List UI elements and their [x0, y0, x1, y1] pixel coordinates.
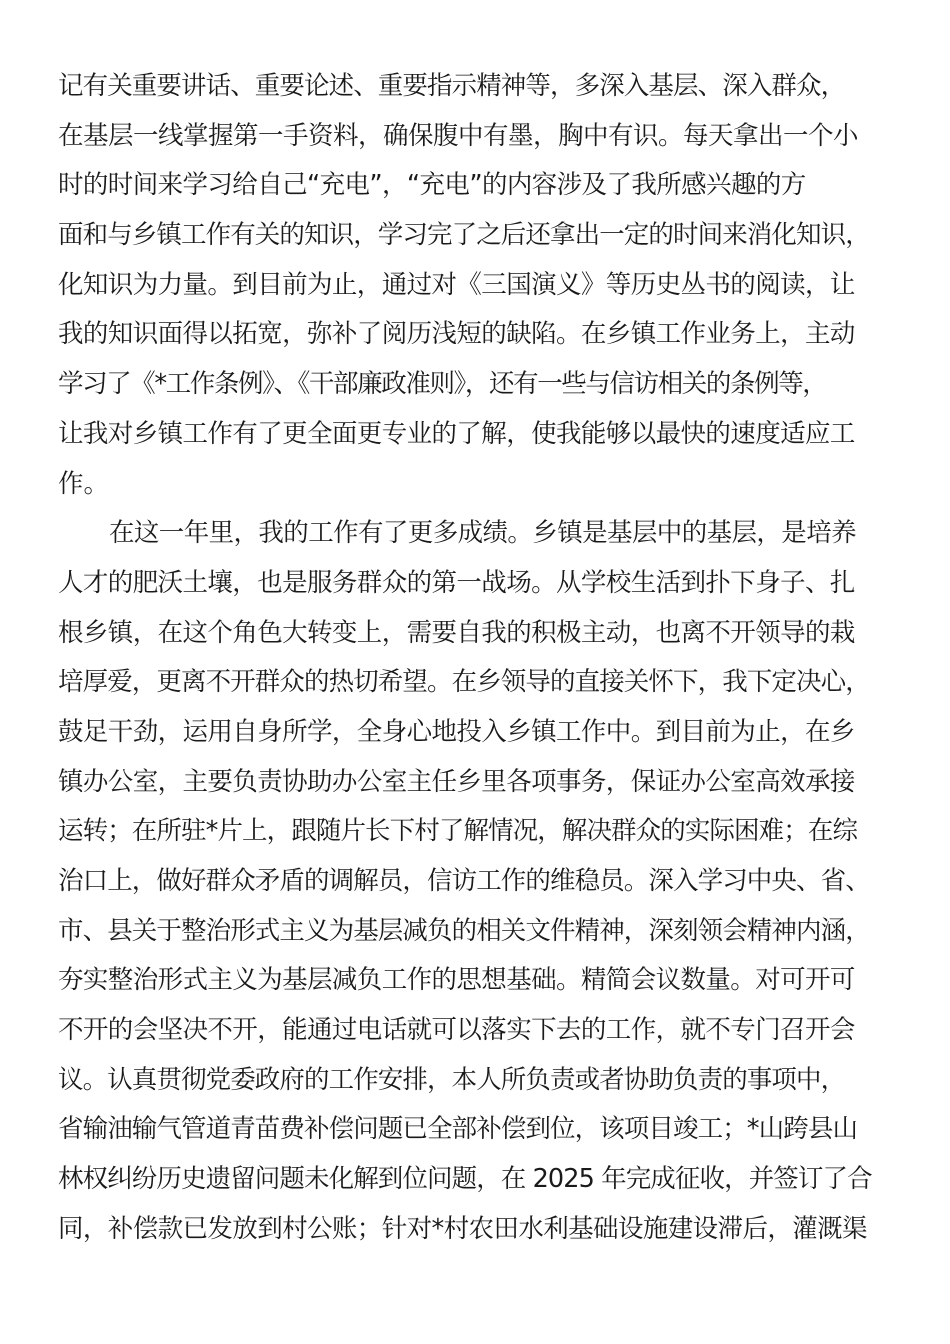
- text-line: 在基层一线掌握第一手资料，确保腹中有墨，胸中有识。每天拿出一个小: [58, 120, 859, 151]
- text-line: 让我对乡镇工作有了更全面更专业的了解，使我能够以最快的速度适应工: [58, 418, 855, 449]
- text-line: 治口上，做好群众矛盾的调解员，信访工作的维稳员。深入学习中央、省、: [58, 866, 870, 896]
- text-line: 省输油输气管道青苗费补偿问题已全部补偿到位，该项目竣工；*山跨县山: [58, 1114, 858, 1145]
- paragraph-1: [58, 62, 918, 509]
- text-line: 作。: [58, 468, 110, 499]
- text-line: 镇办公室，主要负责协助办公室主任乡里各项事务，保证办公室高效承接: [58, 766, 855, 797]
- document-body: [58, 62, 918, 1255]
- text-line: 不开的会坚决不开，能通过电话就可以落实下去的工作，就不专门召开会: [58, 1015, 855, 1046]
- paragraph-2: [58, 509, 918, 1254]
- text-line: 面和与乡镇工作有关的知识，学习完了之后还拿出一定的时间来消化知识，: [58, 220, 870, 251]
- text-line: 鼓足干劲，运用自身所学，全身心地投入乡镇工作中。到目前为止，在乡: [58, 716, 855, 747]
- text-line: 夯实整治形式主义为基层减负工作的思想基础。精简会议数量。对可开可: [58, 965, 855, 996]
- text-line: 培厚爱，更离不开群众的热切希望。在乡领导的直接关怀下，我下定决心，: [58, 667, 870, 698]
- text-line: 记有关重要讲话、重要论述、重要指示精神等，多深入基层、深入群众，: [58, 71, 846, 101]
- text-line: 运转；在所驻*片上，跟随片长下村了解情况，解决群众的实际困难；在综: [58, 816, 858, 847]
- text-line: 根乡镇，在这个角色大转变上，需要自我的积极主动，也离不开领导的栽: [58, 617, 855, 648]
- text-line: 市、县关于整治形式主义为基层减负的相关文件精神，深刻领会精神内涵，: [58, 915, 870, 946]
- text-line: 我的知识面得以拓宽，弥补了阅历浅短的缺陷。在乡镇工作业务上，主动: [58, 319, 855, 350]
- text-line: 同，补偿款已发放到村公账；针对*村农田水利基础设施建设滞后，灌溉渠: [58, 1213, 867, 1244]
- text-line: 时的时间来学习给自己“充电”，“充电”的内容涉及了我所感兴趣的方: [58, 170, 806, 201]
- text-line: 议。认真贯彻党委政府的工作安排，本人所负责或者协助负责的事项中，: [58, 1064, 846, 1095]
- text-line: 化知识为力量。到目前为止，通过对《三国演义》等历史丛书的阅读，让: [58, 269, 855, 300]
- text-line: 在这一年里，我的工作有了更多成绩。乡镇是基层中的基层，是培养: [109, 518, 857, 549]
- text-line: 学习了《*工作条例》、《干部廉政准则》，还有一些与信访相关的条例等，: [58, 369, 827, 400]
- text-line: 林权纠纷历史遗留问题未化解到位问题，在 2025 年完成征收，并签订了合: [58, 1164, 872, 1195]
- text-line: 人才的肥沃土壤，也是服务群众的第一战场。从学校生活到扑下身子、扎: [58, 567, 855, 598]
